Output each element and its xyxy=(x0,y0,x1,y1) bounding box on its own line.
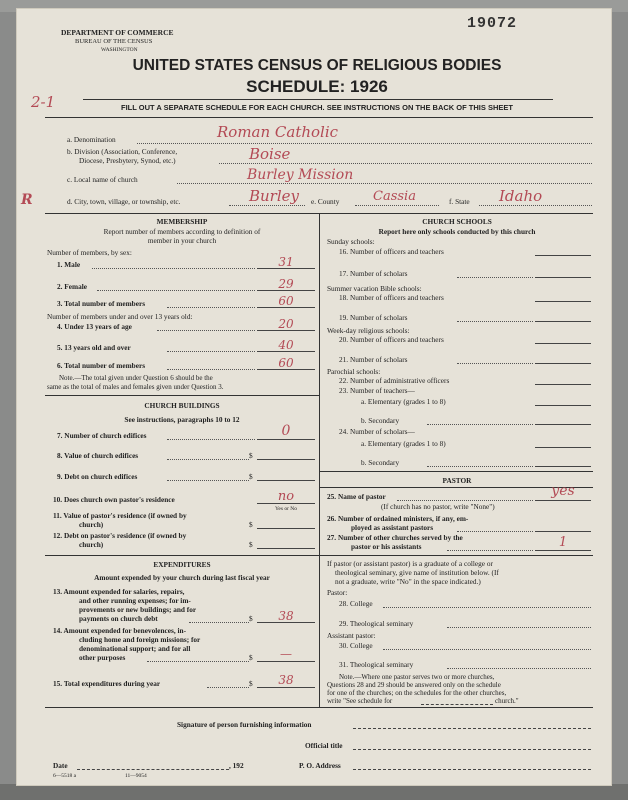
form-number: 6—5518 a xyxy=(53,773,77,779)
q4-label: 4. Under 13 years of age xyxy=(57,322,132,331)
q7-label: 7. Number of church edifices xyxy=(57,431,147,440)
signature-field[interactable] xyxy=(353,728,591,729)
vacation-schools-label: Summer vacation Bible schools: xyxy=(327,284,422,293)
members-by-sex: Number of members, by sex: xyxy=(47,248,132,257)
stamp-number: 19072 xyxy=(467,15,518,32)
q13-value[interactable]: 38 xyxy=(278,609,294,623)
q5-value[interactable]: 40 xyxy=(278,338,294,352)
po-address-label: P. O. Address xyxy=(299,761,341,770)
q21-field[interactable] xyxy=(535,363,591,364)
q16-label: 16. Number of officers and teachers xyxy=(339,247,444,256)
q16-field[interactable] xyxy=(535,255,591,256)
q23a-label: a. Elementary (grades 1 to 8) xyxy=(361,397,446,406)
q10-value[interactable]: no xyxy=(277,489,295,504)
membership-note: Note.—The total given under Question 6 should be the xyxy=(59,374,213,382)
schools-intro: Report here only schools conducted by this church xyxy=(378,227,536,236)
state-value[interactable]: Idaho xyxy=(499,187,543,205)
graduate-instruction: If pastor (or assistant pastor) is a graduate of a college or xyxy=(327,559,493,568)
washington-line: WASHINGTON xyxy=(101,47,138,53)
q25-note: (If church has no pastor, write "None") xyxy=(381,502,495,511)
census-form-sheet: 19072 DEPARTMENT OF COMMERCE BUREAU OF THE CENSUS WASHINGTON UNITED STATES CENSUS OF RELIGIOUS BODIES SCHEDULE: 1926 2-1 FILL OUT A SEPARATE SCHEDULE FOR EACH CHURCH. SEE INSTRUCTIONS ON THE BACK OF THIS SHEET a. Denomination Roman Catholic b. Division (Association, Conference, Diocese, Presbytery, Synod, etc.) Boise c. Local name of church Burley Mission R d. City, town, village, or township, etc. Burley e. County Cassia f. State Idaho MEMBERSHIP Report number of members according to definition of member in your church Number of members, by sex: 1. Male 31 2. Female 29 3. Total number of members 60 Number of members under and over 13 years old: 4. Under 13 years of age 20 5. 13 years old and over 40 6. Total number of members 60 Note.—The total given under Question 6 should be the same as the total of males and females given under Question 3. CHURCH BUILDINGS See instructions, paragraphs 10 to 12 7. Number of church edifices 0 8. Value of church edifices $ 9. Debt on church edifices $ 10. Does church own pastor's residence no Yes or No 11. Value of pastor's residence (if owned by church) $ 12. Debt on pastor's residence (if owned by church) $ EXPENDITURES Amount expended by your church during last fiscal year 13. Amount expended for salaries, repairs, and other running expenses; for im- provements or new buildings; and for payments on church debt $ 38 14. Amount expended for benevolences, in- cluding home and foreign missions; for denominational support; and for all other purposes $ — 15. Total expenditures during year $ 38 CHURCH SCHOOLS Report here only schools conducted by this church Sunday schools: 16. Number of officers and teachers 17. Number of scholars Summer vacation Bible schools: 18. Number of officers and teachers 19. Number of scholars Week-day religious schools: 20. Number of officers and teachers 21. Number of scholars Parochial schools: 22. Number of administrative officers 23. Number of teachers— a. Elementary (grades 1 to 8) b. Secondary 24. Number of scholars— a. Elementary (grades 1 to 8) b. Secondary PASTOR 25. Name of pastor yes (If church has no pastor, write "None") 26. Number of ordained ministers, if any, em- ployed as assistant pastors 27. Number of other churches served by the pastor or his assistants 1 If pastor (or assistant pastor) is a graduate of a college or theological seminary, give name of institution below. (If not a graduate, write "No" in the space indicated.) Pastor: 28. College 29. Theological seminary Assistant pastor: 30. College 31. Theological seminary Note.—Where one pastor serves two or more churches, Questions 28 and 29 should be answered only on the schedule for one of the churches; on the schedules for the other churches, write "See schedule for church." Signature of person furnishing information Official title Date , 192 P. O. Address 6—5518 a 11—9054 xyxy=(16,8,612,786)
q18-field[interactable] xyxy=(535,301,591,302)
q7-value[interactable]: 0 xyxy=(281,423,291,439)
denomination-label: a. Denomination xyxy=(67,135,116,144)
pastor-heading: PASTOR xyxy=(442,476,472,485)
q24a-label: a. Elementary (grades 1 to 8) xyxy=(361,439,446,448)
state-label: f. State xyxy=(449,197,470,206)
age-intro: Number of members under and over 13 years old: xyxy=(47,312,193,321)
q11-label-2: church) xyxy=(79,520,104,529)
header-rule xyxy=(45,117,593,118)
signature-label: Signature of person furnishing information xyxy=(177,720,312,729)
print-number: 11—9054 xyxy=(125,773,147,779)
q27-label: 27. Number of other churches served by the xyxy=(327,533,463,542)
q2-value[interactable]: 29 xyxy=(278,277,294,291)
schools-heading: CHURCH SCHOOLS xyxy=(422,217,492,226)
q12-label-2: church) xyxy=(79,540,104,549)
yes-no-hint: Yes or No xyxy=(274,506,298,512)
division-value[interactable]: Boise xyxy=(249,145,291,163)
buildings-sub: See instructions, paragraphs 10 to 12 xyxy=(124,415,240,424)
q9-field[interactable] xyxy=(257,480,315,481)
q21-label: 21. Number of scholars xyxy=(339,355,408,364)
q6-label: 6. Total number of members xyxy=(57,361,146,370)
sunday-schools-label: Sunday schools: xyxy=(327,237,375,246)
expenditures-sub: Amount expended by your church during last fiscal year xyxy=(94,573,270,582)
q15-label: 15. Total expenditures during year xyxy=(53,679,161,688)
bureau-line: BUREAU OF THE CENSUS xyxy=(75,38,153,45)
q23a-field[interactable] xyxy=(535,405,591,406)
local-name-value[interactable]: Burley Mission xyxy=(247,167,354,183)
q22-field[interactable] xyxy=(535,384,591,385)
q2-label: 2. Female xyxy=(57,282,87,291)
form-title: UNITED STATES CENSUS OF RELIGIOUS BODIES xyxy=(132,57,502,74)
q1-label: 1. Male xyxy=(57,260,81,269)
q23-label: 23. Number of teachers— xyxy=(339,386,415,395)
q10-label: 10. Does church own pastor's residence xyxy=(53,495,175,504)
pastor-note: Note.—Where one pastor serves two or more churches, xyxy=(339,673,495,681)
title-rule xyxy=(83,99,553,100)
division-label-line2: Diocese, Presbytery, Synod, etc.) xyxy=(79,156,176,165)
q12-label: 12. Debt on pastor's residence (if owned by xyxy=(53,531,187,540)
instruction-line: FILL OUT A SEPARATE SCHEDULE FOR EACH CHURCH. SEE INSTRUCTIONS ON THE BACK OF THIS SHEET xyxy=(121,103,513,112)
q14-value[interactable]: — xyxy=(280,647,292,661)
q29-label: 29. Theological seminary xyxy=(339,619,414,628)
q14-label: 14. Amount expended for benevolences, in- xyxy=(53,626,187,635)
county-label: e. County xyxy=(311,197,340,206)
q30-field[interactable] xyxy=(383,649,591,650)
official-title-field[interactable] xyxy=(353,749,591,750)
q20-field[interactable] xyxy=(535,343,591,344)
q27-value[interactable]: 1 xyxy=(558,535,568,550)
city-value[interactable]: Burley xyxy=(249,187,300,205)
local-name-label: c. Local name of church xyxy=(67,175,138,184)
column-divider xyxy=(319,213,320,707)
q17-label: 17. Number of scholars xyxy=(339,269,408,278)
q12-field[interactable] xyxy=(257,548,315,549)
q9-label: 9. Debt on church edifices xyxy=(57,472,138,481)
pastor-subheading: Pastor: xyxy=(327,588,348,597)
background-bottom xyxy=(0,784,628,800)
q28-label: 28. College xyxy=(339,599,373,608)
date-year: , 192 xyxy=(229,761,244,770)
margin-r-mark: R xyxy=(21,192,33,208)
q26-label: 26. Number of ordained ministers, if any, em- xyxy=(327,514,469,523)
q5-label: 5. 13 years old and over xyxy=(57,343,131,352)
date-field[interactable] xyxy=(77,769,229,770)
q25-value[interactable]: yes xyxy=(551,483,575,499)
q30-label: 30. College xyxy=(339,641,373,650)
q24-label: 24. Number of scholars— xyxy=(339,427,415,436)
official-title-label: Official title xyxy=(305,741,343,750)
q20-label: 20. Number of officers and teachers xyxy=(339,335,444,344)
q26-field[interactable] xyxy=(535,531,591,532)
division-label: b. Division (Association, Conference, xyxy=(67,147,178,156)
q1-value[interactable]: 31 xyxy=(278,255,294,269)
sections-bottom-rule xyxy=(45,707,593,708)
q15-value[interactable]: 38 xyxy=(278,673,294,687)
membership-note-2: same as the total of males and females given under Question 3. xyxy=(47,383,224,391)
schedule-title: SCHEDULE: 1926 xyxy=(246,77,388,96)
department-line: DEPARTMENT OF COMMERCE xyxy=(61,28,174,37)
q23b-field[interactable] xyxy=(535,424,591,425)
weekday-schools-label: Week-day religious schools: xyxy=(327,326,410,335)
q19-label: 19. Number of scholars xyxy=(339,313,408,322)
margin-note: 2-1 xyxy=(31,93,56,111)
q31-label: 31. Theological seminary xyxy=(339,660,414,669)
q8-field[interactable] xyxy=(257,459,315,460)
date-label: Date xyxy=(53,761,68,770)
q3-value[interactable]: 60 xyxy=(278,294,294,308)
expenditures-heading: EXPENDITURES xyxy=(153,560,211,569)
buildings-heading: CHURCH BUILDINGS xyxy=(144,401,220,410)
denomination-value[interactable]: Roman Catholic xyxy=(217,123,339,141)
q6-value[interactable]: 60 xyxy=(278,356,294,370)
q31-field[interactable] xyxy=(447,668,591,669)
q24a-field[interactable] xyxy=(535,447,591,448)
po-address-field[interactable] xyxy=(353,769,591,770)
membership-intro: Report number of members according to definition of xyxy=(103,227,261,236)
city-label: d. City, town, village, or township, etc. xyxy=(67,197,181,206)
q18-label: 18. Number of officers and teachers xyxy=(339,293,444,302)
q11-field[interactable] xyxy=(257,528,315,529)
q17-field[interactable] xyxy=(535,277,591,278)
q29-field[interactable] xyxy=(447,627,591,628)
county-value[interactable]: Cassia xyxy=(373,189,416,204)
membership-heading: MEMBERSHIP xyxy=(156,217,208,226)
q28-field[interactable] xyxy=(383,607,591,608)
q23b-label: b. Secondary xyxy=(361,416,400,425)
q22-label: 22. Number of administrative officers xyxy=(339,376,450,385)
q19-field[interactable] xyxy=(535,321,591,322)
membership-intro-2: member in your church xyxy=(147,236,217,245)
q11-label: 11. Value of pastor's residence (if owned by xyxy=(53,511,187,520)
q24b-field[interactable] xyxy=(535,466,591,467)
q4-value[interactable]: 20 xyxy=(278,317,294,331)
q8-label: 8. Value of church edifices xyxy=(57,451,139,460)
q24b-label: b. Secondary xyxy=(361,458,400,467)
q13-label: 13. Amount expended for salaries, repairs, xyxy=(53,587,185,596)
parochial-schools-label: Parochial schools: xyxy=(327,367,381,376)
assistant-subheading: Assistant pastor: xyxy=(327,631,376,640)
q25-label: 25. Name of pastor xyxy=(327,492,386,501)
q3-label: 3. Total number of members xyxy=(57,299,146,308)
